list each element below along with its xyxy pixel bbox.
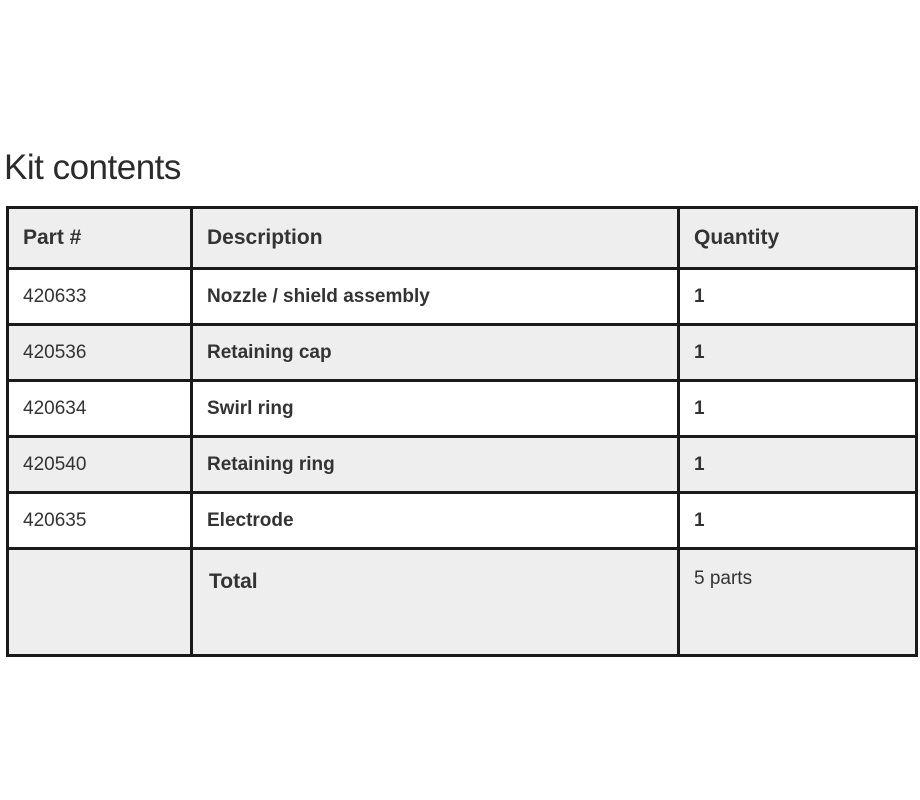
part-number-cell: 420536	[8, 325, 192, 381]
table-header-row	[8, 208, 917, 269]
quantity-cell: 1	[679, 325, 917, 381]
table-row	[8, 269, 917, 325]
description-cell: Retaining ring	[192, 437, 679, 493]
total-label: Total	[192, 549, 679, 656]
table-row	[8, 381, 917, 437]
total-row	[8, 549, 917, 656]
page-title: Kit contents	[4, 148, 181, 187]
description-cell: Retaining cap	[192, 325, 679, 381]
table-row	[8, 437, 917, 493]
table-row	[8, 325, 917, 381]
quantity-cell: 1	[679, 381, 917, 437]
total-quantity: 5 parts	[679, 549, 917, 656]
part-number-cell: 420633	[8, 269, 192, 325]
table-row	[8, 493, 917, 549]
quantity-cell: 1	[679, 437, 917, 493]
description-cell: Nozzle / shield assembly	[192, 269, 679, 325]
part-number-cell: 420634	[8, 381, 192, 437]
quantity-cell: 1	[679, 269, 917, 325]
column-header-description: Description	[192, 208, 679, 269]
kit-contents-table	[6, 206, 918, 657]
column-header-part: Part #	[8, 208, 192, 269]
total-part-cell	[8, 549, 192, 656]
quantity-cell: 1	[679, 493, 917, 549]
part-number-cell: 420540	[8, 437, 192, 493]
column-header-quantity: Quantity	[679, 208, 917, 269]
description-cell: Swirl ring	[192, 381, 679, 437]
part-number-cell: 420635	[8, 493, 192, 549]
description-cell: Electrode	[192, 493, 679, 549]
